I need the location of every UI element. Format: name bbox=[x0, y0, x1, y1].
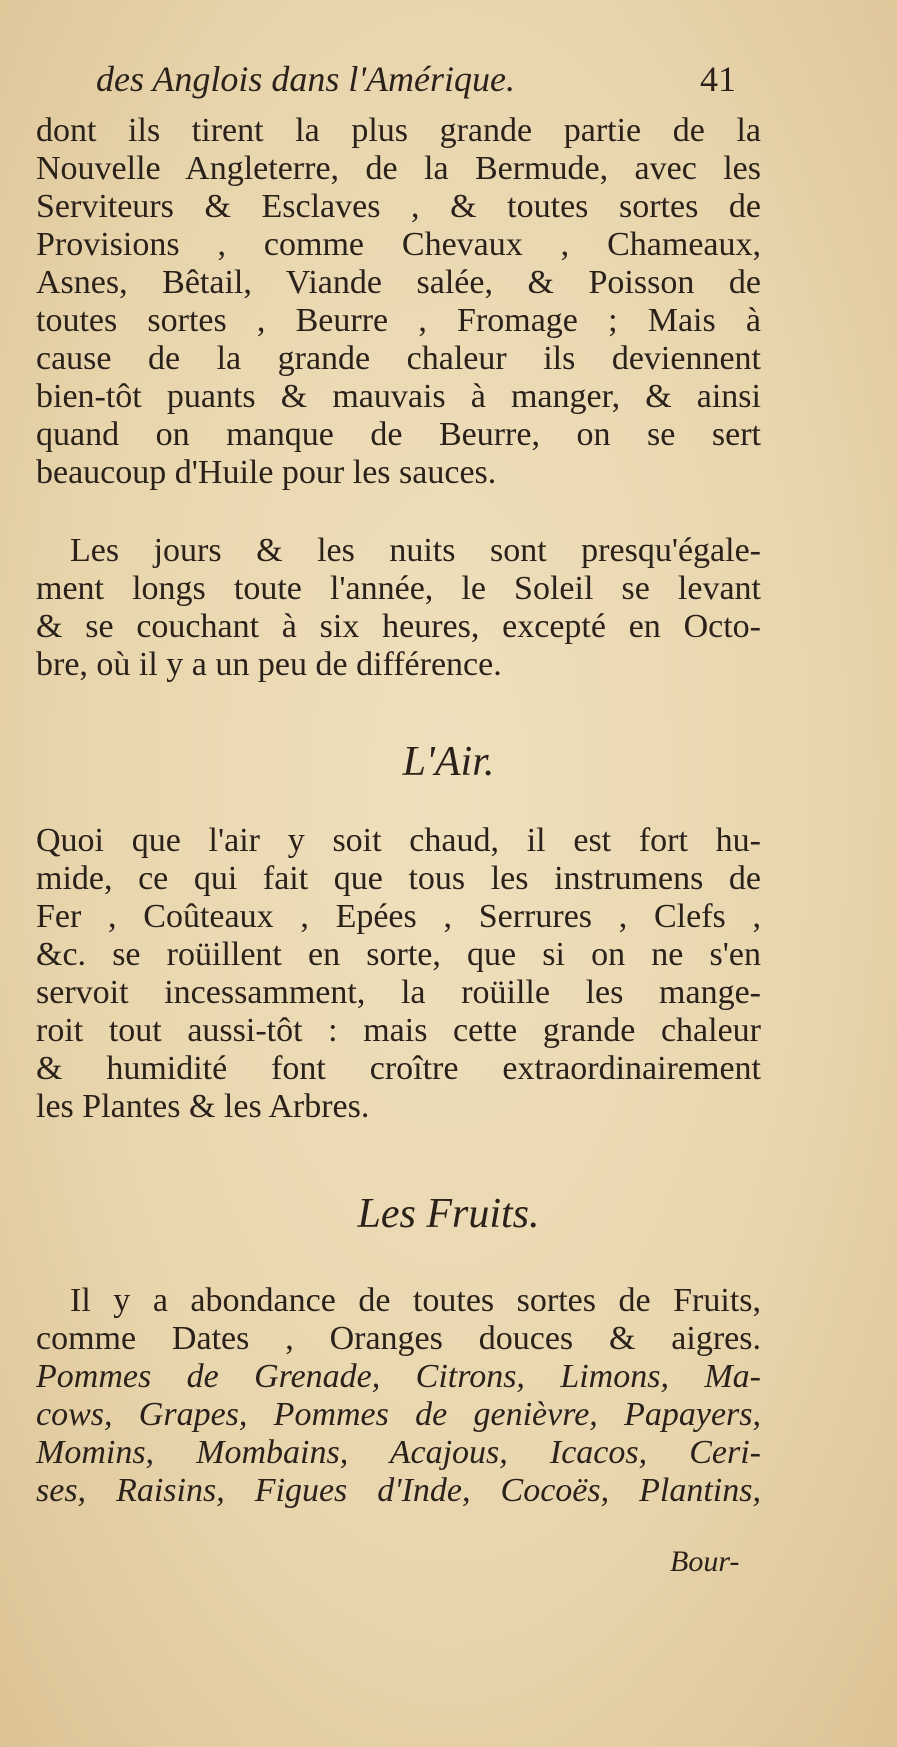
text-line: Les jours & les nuits sont presqu'égale- bbox=[70, 532, 761, 569]
catchword: Bour- bbox=[670, 1545, 740, 1578]
section-heading-fruits: Les Fruits. bbox=[357, 1191, 540, 1237]
text-line: bien-tôt puants & mauvais à manger, & ainsi bbox=[36, 378, 761, 415]
text-line: cows, Grapes, Pommes de genièvre, Papayers, bbox=[36, 1396, 761, 1433]
section-heading-air: L'Air. bbox=[402, 739, 495, 785]
text-line: Pommes de Grenade, Citrons, Limons, Ma- bbox=[36, 1358, 761, 1395]
text-line: beaucoup d'Huile pour les sauces. bbox=[36, 454, 497, 491]
text-line: roit tout aussi-tôt : mais cette grande chaleur bbox=[36, 1012, 761, 1049]
paragraph-provisions bbox=[36, 112, 761, 492]
text-line: &c. se roüillent en sorte, que si on ne s'en bbox=[36, 936, 761, 973]
page-number: 41 bbox=[700, 59, 736, 99]
text-line: Momins, Mombains, Acajous, Icacos, Ceri- bbox=[36, 1434, 761, 1471]
text-line: Nouvelle Angleterre, de la Bermude, avec les bbox=[36, 150, 761, 187]
text-line: Il y a abondance de toutes sortes de Fruits, bbox=[70, 1282, 761, 1319]
text-line: ses, Raisins, Figues d'Inde, Cocoës, Plantins, bbox=[36, 1472, 761, 1509]
text-line: comme Dates , Oranges douces & aigres. bbox=[36, 1320, 761, 1357]
text-line: Provisions , comme Chevaux , Chameaux, bbox=[36, 226, 761, 263]
text-line: mide, ce qui fait que tous les instrumens de bbox=[36, 860, 761, 897]
text-line: Quoi que l'air y soit chaud, il est fort hu- bbox=[36, 822, 761, 859]
text-line: quand on manque de Beurre, on se sert bbox=[36, 416, 761, 453]
text-line: & humidité font croître extraordinairement bbox=[36, 1050, 761, 1087]
text-line: Asnes, Bêtail, Viande salée, & Poisson de bbox=[36, 264, 761, 301]
text-line: & se couchant à six heures, excepté en Octo- bbox=[36, 608, 761, 645]
text-line: les Plantes & les Arbres. bbox=[36, 1088, 370, 1125]
text-line: cause de la grande chaleur ils deviennent bbox=[36, 340, 761, 377]
text-line: bre, où il y a un peu de différence. bbox=[36, 646, 502, 683]
text-line: servoit incessamment, la roüille les mange- bbox=[36, 974, 761, 1011]
text-line: ment longs toute l'année, le Soleil se levant bbox=[36, 570, 761, 607]
paragraph-air bbox=[36, 822, 761, 1126]
paragraph-fruits bbox=[36, 1282, 761, 1510]
text-line: Serviteurs & Esclaves , & toutes sortes de bbox=[36, 188, 761, 225]
text-line: toutes sortes , Beurre , Fromage ; Mais à bbox=[36, 302, 761, 339]
text-line: Fer , Coûteaux , Epées , Serrures , Clefs , bbox=[36, 898, 761, 935]
text-line: dont ils tirent la plus grande partie de la bbox=[36, 112, 761, 149]
running-title: des Anglois dans l'Amérique. bbox=[96, 59, 516, 99]
paragraph-days-nights bbox=[36, 532, 761, 684]
